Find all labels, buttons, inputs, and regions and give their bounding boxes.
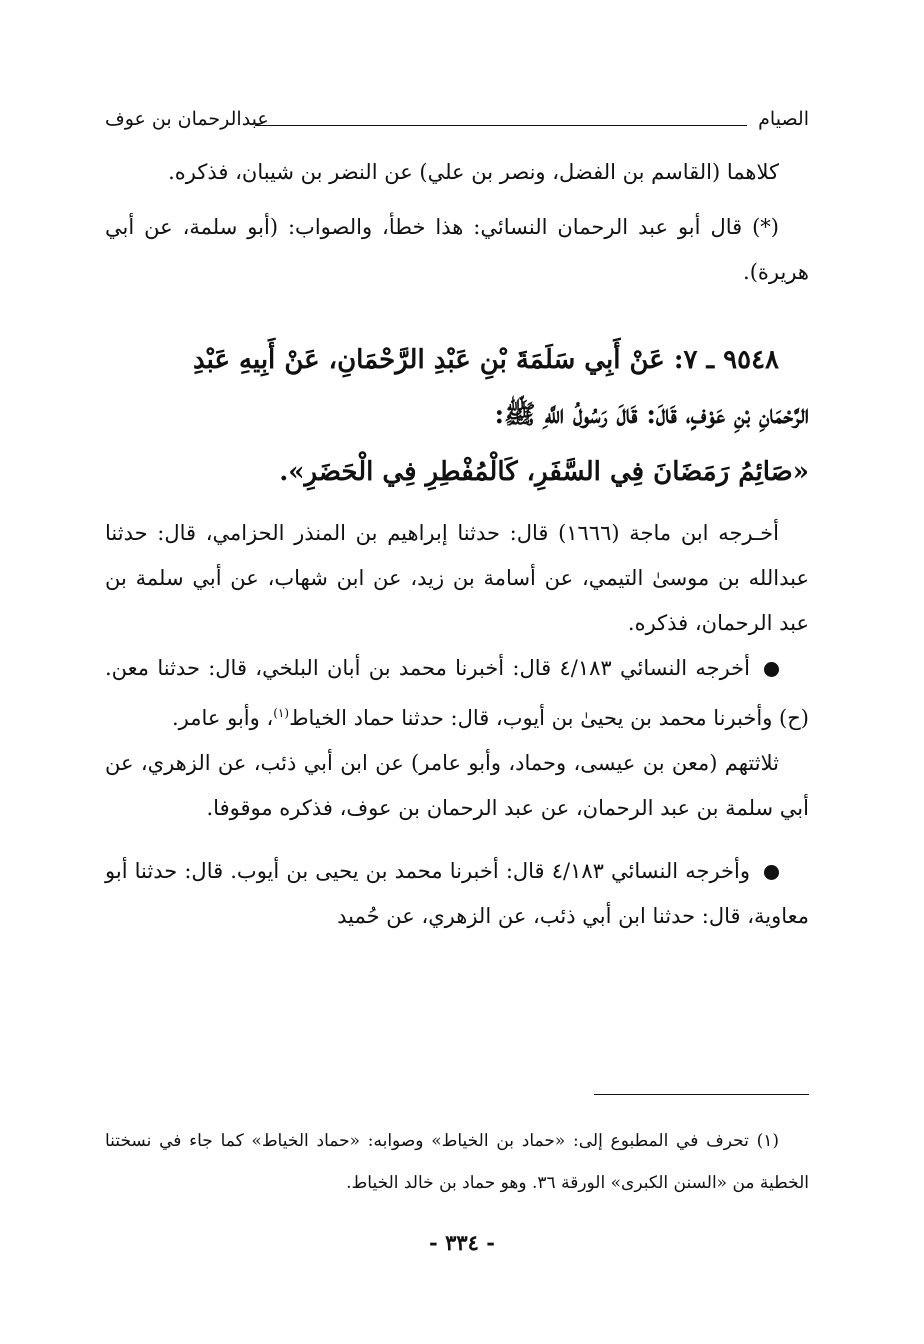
hadith-matn: «صَائِمُ رَمَضَانَ فِي السَّفَرِ، كَالْمُفْطِرِ فِي الْحَضَرِ». [279, 457, 809, 487]
section-title: الصيام [758, 108, 809, 130]
paragraph [105, 646, 809, 741]
paragraph-text: وأخرجه النسائي ٤/١٨٣ قال: أخبرنا محمد بن يحيى بن أيوب. قال: حدثنا أبو معاوية، قال: حدثنا ابن أبي ذئب، عن الزهري، عن حُميد [105, 859, 809, 928]
hadith-isnad-line: الرَّحْمَانِ بْنِ عَوْفٍ، قَالَ: قَالَ رَسُولُ اللَّهِ ﷺ: [494, 400, 809, 430]
running-header [105, 108, 809, 138]
paragraph [105, 849, 809, 939]
paragraph: أخـرجه ابن ماجة (١٦٦٦) قال: حدثنا إبراهيم بن المنذر الحزامي، قال: حدثنا عبدالله بن موسىٰ التيمي، عن أسامة بن زيد، عن ابن شهاب، عن أبي سلمة بن عبد الرحمان، فذكره. [105, 521, 809, 635]
hadith-block [105, 333, 809, 501]
header-rule [255, 125, 747, 126]
chapter-title: عبدالرحمان بن عوف [105, 108, 269, 130]
paragraph: كلاهما (القاسم بن الفضل، ونصر بن علي) عن النضر بن شيبان، فذكره. [168, 160, 779, 184]
bullet-icon [764, 865, 779, 880]
footnote: (١) تحرف في المطبوع إلى: «حماد بن الخياط» وصوابه: «حماد الخياط» كما جاء في نسختنا الخطية من «السنن الكبرى» الورقة ٣٦. وهو حماد بن خالد الخياط. [105, 1131, 809, 1193]
main-text [105, 150, 809, 939]
paragraph-text: أخرجه النسائي ٤/١٨٣ قال: أخبرنا محمد بن أبان البلخي، قال: حدثنا معن. (ح) وأخبرنا محمد بن يحيىٰ بن أيوب، قال: حدثنا حماد الخياط [105, 656, 809, 730]
editor-note: (*) قال أبو عبد الرحمان النسائي: هذا خطأ، والصواب: (أبو سلمة، عن أبي هريرة). [105, 215, 809, 284]
footnotes [105, 1120, 809, 1204]
footnote-reference: (١) [273, 706, 290, 720]
footnote-rule [594, 1094, 809, 1095]
page-number: - ٣٣٤ - [429, 1230, 495, 1255]
paragraph-text: ، وأبو عامر. [171, 706, 274, 730]
bullet-icon [764, 662, 779, 677]
paragraph: ثلاثتهم (معن بن عيسى، وحماد، وأبو عامر) عن ابن أبي ذئب، عن الزهري، عن أبي سلمة بن عبد الرحمان، عن عبد الرحمان بن عوف، فذكره موقوفا. [105, 751, 809, 820]
hadith-isnad-line: ٩٥٤٨ ـ ٧: عَنْ أَبِي سَلَمَةَ بْنِ عَبْدِ الرَّحْمَانِ، عَنْ أَبِيهِ عَبْدِ [192, 345, 779, 375]
